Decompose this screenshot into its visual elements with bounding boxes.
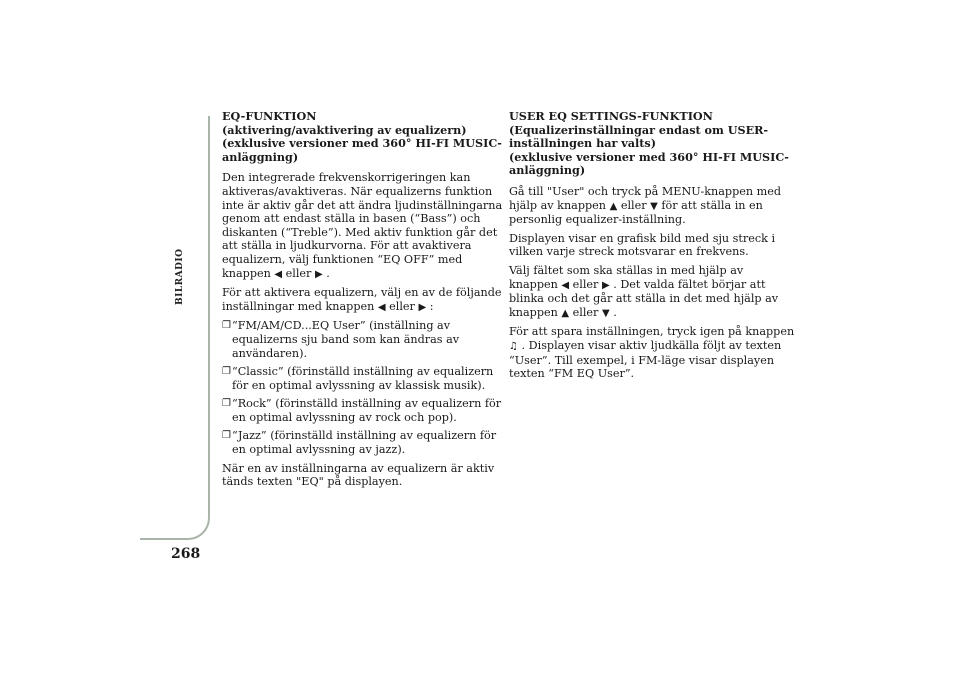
heading-line: inställningen har valts) [509,136,657,151]
text-line: Den integrerade frekvenskorrigeringen kan [222,171,471,185]
text-line: När en av inställningarna av equalizern är aktiv [222,461,495,475]
checkbox-icon: ❐ [222,430,231,442]
text-line: equalizerns sju band som kan ändras av [232,332,460,346]
text-fragment: . [326,266,330,280]
text-fragment: : [429,299,434,313]
text-line: diskanten (“Treble”). Med aktiv funktion går det [222,225,498,239]
text-line: “Classic” (förinställd inställning av equalizern [232,365,494,379]
paragraph [509,232,779,259]
text-line: en optimal avlyssning av rock och pop). [232,410,457,424]
text-line: personlig equalizer-inställning. [509,213,686,227]
paragraph [509,184,782,227]
page-number: 268 [171,546,201,562]
list-item [222,319,492,360]
list-item [222,397,502,424]
section-label: BILRADIO [175,248,185,305]
text-fragment: för att ställa in en [661,198,763,212]
paragraph [509,325,795,381]
text-fragment: eller [389,299,415,313]
text-line [509,278,779,293]
text-line [509,199,779,214]
paragraph [222,171,503,281]
heading-line: (exklusive versioner med 360° HI-FI MUSIC- [509,149,789,164]
text-line: equalizern, välj funktionen “EQ OFF” med [222,252,463,266]
paragraph [509,264,779,320]
checkbox-icon: ❐ [222,398,231,410]
checkbox-icon: ❐ [222,366,231,378]
heading-line: anläggning) [222,149,299,164]
text-line: För att aktivera equalizern, välj en av de följande [222,286,502,300]
right-heading [509,109,789,178]
arrow-down-icon: ▼ [601,307,610,319]
arrow-right-icon: ▶ [601,279,610,291]
text-line: inte är aktiv går det att ändra ljudinställningarna [222,198,503,212]
text-line: vilken varje streck motsvarar en frekvens. [509,245,749,259]
heading-line: (exklusive versioner med 360° HI-FI MUSIC- [222,136,502,151]
text-line: aktiveras/avaktiveras. När equalizerns funktion [222,184,493,198]
paragraph [222,461,495,489]
text-line: Välj fältet som ska ställas in med hjälp av [509,263,744,277]
text-line [509,306,779,321]
heading-line: (Equalizerinställningar endast om USER- [509,122,769,137]
arrow-left-icon: ◀ [274,268,283,280]
text-line: genom att endast ställa in basen (“Bass”) och [222,212,481,226]
text-line: texten “FM EQ User”. [509,367,635,381]
text-line: “Rock” (förinställd inställning av equalizern för [232,397,502,411]
text-line: blinka och det går att ställa in det med hjälp av [509,292,779,306]
text-line [222,267,492,282]
text-line: För att spara inställningen, tryck igen på knappen [509,325,795,339]
text-line: tänds texten "EQ" på displayen. [222,475,403,489]
text-line: Gå till "User" och tryck på MENU-knappen med [509,184,782,198]
text-fragment: knappen [222,266,271,280]
text-fragment: . Displayen visar aktiv ljudkälla följt av texten [521,338,782,352]
arrow-down-icon: ▼ [650,200,658,212]
text-fragment: eller [285,266,312,280]
text-fragment: eller [572,277,599,291]
music-icon: ♫ [509,340,518,352]
text-fragment: . Det valda fältet börjar att [613,277,766,291]
text-line [509,338,782,354]
heading-line: EQ-FUNKTION [222,109,317,123]
right-column [509,109,795,386]
list-item [222,365,492,392]
text-fragment: eller [572,305,599,319]
text-line [222,300,492,315]
arrow-up-icon: ▲ [609,200,618,212]
arrow-right-icon: ▶ [314,268,323,280]
text-line: en optimal avlyssning av jazz). [232,443,406,457]
text-fragment: . [613,305,617,319]
text-fragment: eller [620,198,647,212]
heading-line: anläggning) [509,163,586,178]
heading-line: USER EQ SETTINGS-FUNKTION [509,109,713,123]
text-fragment: hjälp av knappen [509,198,606,212]
paragraph [222,286,502,314]
left-heading [222,109,502,164]
checkbox-icon: ❐ [222,320,231,332]
text-line: för en optimal avlyssning av klassisk musik). [232,378,486,392]
text-fragment: knappen [509,277,558,291]
arrow-left-icon: ◀ [377,301,386,313]
text-line: användaren). [232,346,307,360]
text-fragment: knappen [509,305,558,319]
text-line: “User”. Till exempel, i FM-läge visar displayen [509,353,775,367]
sidebar-frame [140,116,210,540]
text-fragment: inställningar med knappen [222,299,375,313]
text-line: “Jazz” (förinställd inställning av equalizern för [232,429,497,443]
left-column [222,109,503,494]
arrow-left-icon: ◀ [561,279,570,291]
arrow-up-icon: ▲ [561,307,570,319]
text-line: “FM/AM/CD...EQ User” (inställning av [232,319,451,333]
arrow-right-icon: ▶ [418,301,427,313]
text-line: att ställa in ljudkurvorna. För att avaktivera [222,239,472,253]
text-line: Displayen visar en grafisk bild med sju streck i [509,231,776,245]
list-item [222,429,497,457]
heading-line: (aktivering/avaktivering av equalizern) [222,122,467,137]
